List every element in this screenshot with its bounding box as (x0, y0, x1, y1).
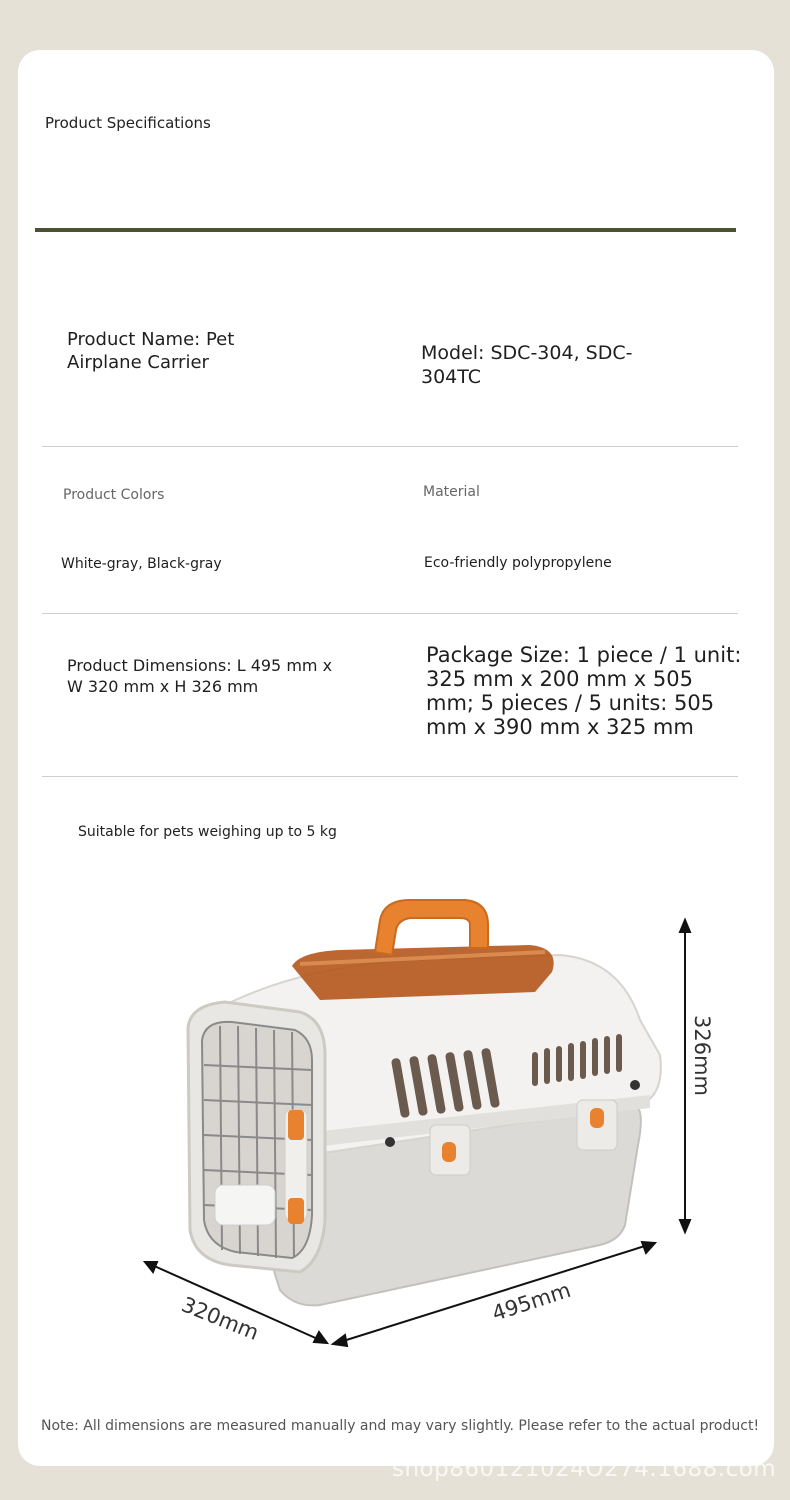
measurement-note: Note: All dimensions are measured manually and may vary slightly. Please refer to the actual product! (41, 1418, 760, 1434)
product-name: Product Name: Pet Airplane Carrier (67, 329, 235, 373)
page-title: Product Specifications (45, 114, 211, 132)
colors-value: White-gray, Black-gray (61, 556, 222, 572)
row-divider (42, 446, 738, 447)
height-label: 326mm (690, 1015, 714, 1096)
row-divider (42, 776, 738, 777)
material-value: Eco-friendly polypropylene (424, 555, 612, 571)
weight-capacity: Suitable for pets weighing up to 5 kg (78, 824, 337, 840)
carrier-illustration (0, 880, 790, 1380)
material-label: Material (423, 484, 480, 500)
pet-carrier-image (188, 900, 661, 1305)
title-divider (35, 228, 736, 232)
product-dimensions: Product Dimensions: L 495 mm x W 320 mm x H 326 mm (67, 656, 333, 696)
width-label: 320mm (178, 1292, 263, 1345)
colors-label: Product Colors (63, 487, 165, 503)
length-label: 495mm (489, 1277, 574, 1326)
package-size: Package Size: 1 piece / 1 unit: 325 mm x 200 mm x 505 mm; 5 pieces / 5 units: 505 mm x 390 mm x 325 mm (426, 643, 742, 740)
shop-watermark: shop860121024O274.1688.com (392, 1456, 777, 1482)
product-model: Model: SDC-304, SDC-304TC (421, 342, 633, 388)
row-divider (42, 613, 738, 614)
